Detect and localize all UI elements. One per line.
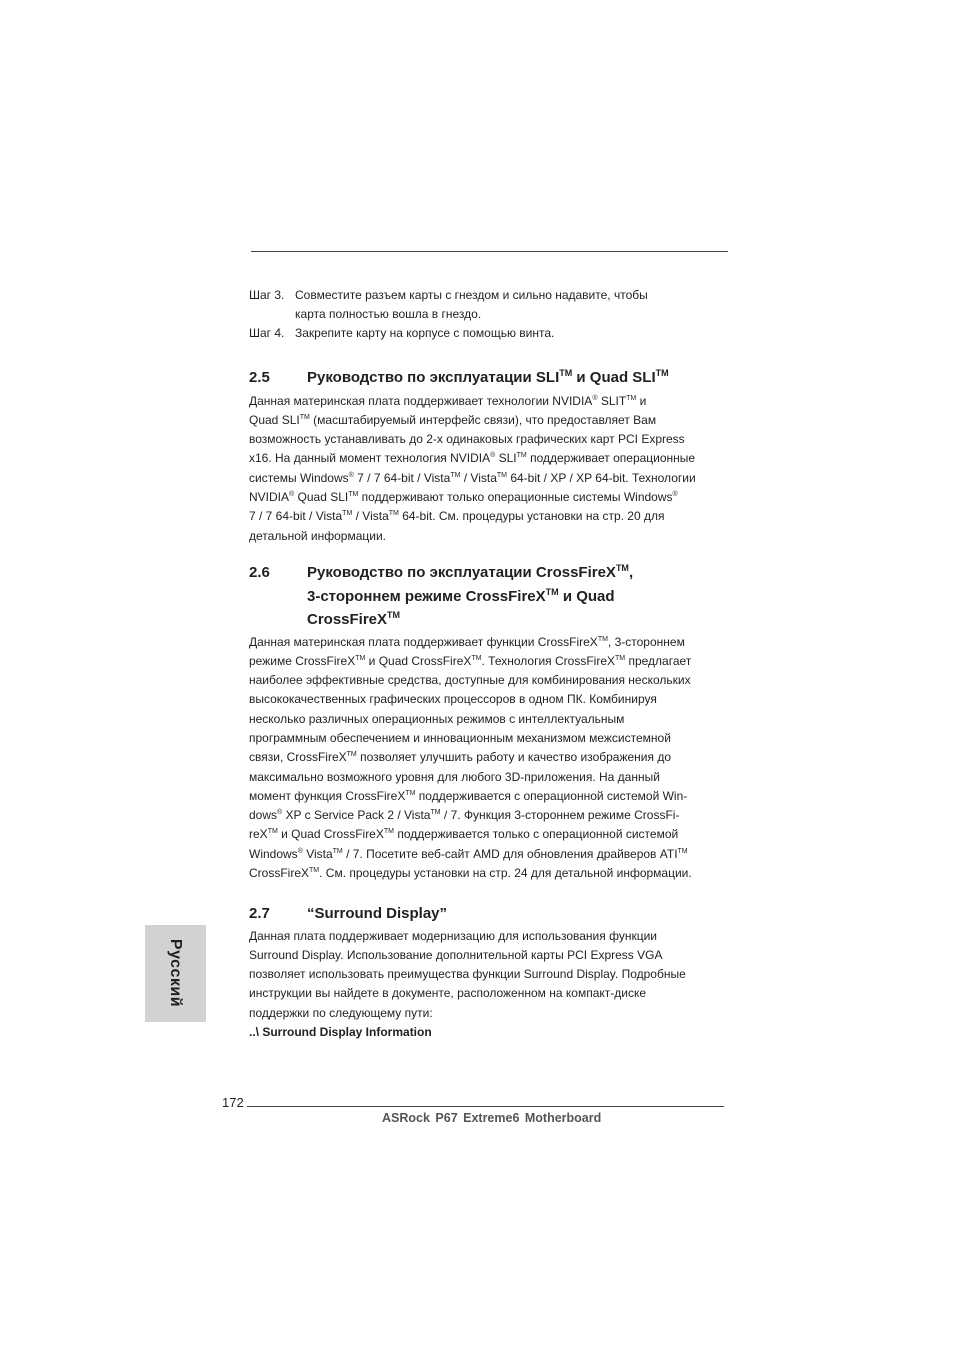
language-side-tab xyxy=(145,925,206,1022)
section-body xyxy=(249,927,731,1023)
tm-mark: TM xyxy=(387,610,401,620)
text: поддерживается только с операционной системой xyxy=(393,827,679,842)
step-text xyxy=(295,324,729,343)
title-part: и Quad xyxy=(558,587,615,605)
text: Данная материнская плата поддерживает технологии NVIDIA xyxy=(249,393,593,408)
text: несколько различных операционных режимов с интеллектуальным xyxy=(249,711,625,726)
text: SLIT xyxy=(597,393,627,408)
text: reX xyxy=(249,827,268,842)
text: Данная материнская плата поддерживает функции CrossFireX xyxy=(249,634,598,649)
text: момент функция CrossFireX xyxy=(249,788,406,803)
reg-mark: ® xyxy=(672,490,678,498)
text: связи, CrossFireX xyxy=(249,750,347,765)
text: поддерживается с операционной системой Win- xyxy=(415,788,688,803)
tm-mark: TM xyxy=(405,789,416,797)
reg-mark: ® xyxy=(289,490,295,498)
text: / Vista xyxy=(352,509,389,524)
step-line: Совместите разъем карты с гнездом и сильно надавите, чтобы xyxy=(295,288,648,302)
tm-mark: TM xyxy=(545,586,559,597)
tm-mark: TM xyxy=(309,867,320,875)
step-line: карта полностью вошла в гнездо. xyxy=(295,307,482,321)
title-part: CrossFireX xyxy=(307,611,388,628)
text: Vista xyxy=(302,846,333,861)
tm-mark: TM xyxy=(615,654,626,662)
tm-mark: TM xyxy=(346,751,357,759)
tm-mark: TM xyxy=(559,368,573,378)
text: Surround Display. Использование дополнительной карты PCI Express VGA xyxy=(249,947,663,962)
tm-mark: TM xyxy=(626,394,637,402)
section-number: 2.6 xyxy=(249,564,270,581)
section-body xyxy=(249,392,731,546)
text: поддержки по следующему пути: xyxy=(249,1005,433,1020)
section-number: 2.7 xyxy=(249,905,270,922)
text: , 3-стороннем xyxy=(607,634,685,649)
text: 64-bit / XP / XP 64-bit. Технологии xyxy=(507,470,696,485)
tm-mark: TM xyxy=(597,635,608,643)
tm-mark: TM xyxy=(430,809,441,817)
section-title: “Surround Display” xyxy=(307,905,448,922)
text: возможность устанавливать до 2-х одинаковых графических карт PCI Express xyxy=(249,432,685,447)
reg-mark: ® xyxy=(348,471,354,479)
text: 7 / 7 64-bit / Vista xyxy=(249,509,343,524)
section-2-7 xyxy=(249,902,731,1042)
text: . Технология CrossFireX xyxy=(481,653,616,668)
text: программным обеспечением и инновационным механизмом межсистемной xyxy=(249,730,671,745)
step-label: Шаг 4. xyxy=(249,326,285,340)
text: Windows xyxy=(249,846,298,861)
bottom-rule xyxy=(247,1106,724,1107)
tm-mark: TM xyxy=(342,510,353,518)
text: Данная плата поддерживает модернизацию для использования функции xyxy=(249,928,657,943)
step-text xyxy=(295,286,729,324)
footer-product-name: ASRock P67 Extreme6 Motherboard xyxy=(382,1111,602,1125)
text: 7 / 7 64-bit / Vista xyxy=(353,470,451,485)
reg-mark: ® xyxy=(490,452,496,460)
section-title xyxy=(307,561,731,632)
tm-mark: TM xyxy=(615,563,629,573)
section-title xyxy=(307,366,731,390)
step-line: Закрепите карту на корпусе с помощью винта. xyxy=(295,326,555,340)
text: наиболее эффективные средства, доступные для комбинирования нескольких xyxy=(249,673,691,688)
tm-mark: TM xyxy=(355,654,366,662)
section-heading xyxy=(249,902,731,926)
text: и xyxy=(636,393,647,408)
tm-mark: TM xyxy=(267,828,278,836)
tm-mark: TM xyxy=(677,847,688,855)
section-2-6 xyxy=(249,561,731,883)
text: детальной информации. xyxy=(249,528,386,543)
language-label: Русский xyxy=(167,938,184,1008)
text: режиме CrossFireX xyxy=(249,653,356,668)
step-label: Шаг 3. xyxy=(249,288,285,302)
tm-mark: TM xyxy=(450,471,461,479)
tm-mark: TM xyxy=(299,413,310,421)
text: SLI xyxy=(495,451,517,466)
title-part: Руководство по эксплуатации SLI xyxy=(307,369,560,386)
text: инструкции вы найдете в документе, расположенном на компакт-диске xyxy=(249,986,647,1001)
tm-mark: TM xyxy=(496,471,507,479)
section-number: 2.5 xyxy=(249,369,270,386)
text: поддерживает операционные xyxy=(526,451,696,466)
text: / 7. Посетите веб-сайт AMD для обновления драйверов ATI xyxy=(342,846,678,861)
title-part: и Quad SLI xyxy=(572,369,656,386)
text: позволяет улучшить работу и качество изображения до xyxy=(356,750,671,765)
text: поддерживают только операционные системы Windows xyxy=(358,489,673,504)
tm-mark: TM xyxy=(332,847,343,855)
title-part: 3-стороннем режиме CrossFireX xyxy=(307,587,546,605)
section-heading xyxy=(249,561,731,632)
title-part: Руководство по эксплуатации CrossFireX xyxy=(307,564,616,581)
reg-mark: ® xyxy=(297,847,303,855)
text: dows xyxy=(249,808,278,823)
step-3 xyxy=(249,286,729,324)
text: максимально возможного уровня для любого 3D-приложения. На данный xyxy=(249,769,660,784)
section-body xyxy=(249,633,731,884)
driver-path: ..\ Surround Display Information xyxy=(249,1024,432,1039)
reg-mark: ® xyxy=(592,394,598,402)
text: Quad SLI xyxy=(249,412,300,427)
text: XP с Service Pack 2 / Vista xyxy=(282,808,431,823)
section-2-5 xyxy=(249,366,731,546)
tm-mark: TM xyxy=(655,368,669,378)
section-heading xyxy=(249,366,731,390)
top-rule xyxy=(251,251,728,252)
text: предлагает xyxy=(625,653,692,668)
tm-mark: TM xyxy=(383,828,394,836)
tm-mark: TM xyxy=(348,490,359,498)
tm-mark: TM xyxy=(471,654,482,662)
step-4 xyxy=(249,324,729,343)
reg-mark: ® xyxy=(277,809,283,817)
page-number: 172 xyxy=(222,1095,244,1110)
title-part: , xyxy=(628,564,634,581)
install-steps xyxy=(249,286,729,343)
tm-mark: TM xyxy=(388,510,399,518)
text: и Quad CrossFireX xyxy=(277,827,384,842)
text: Quad SLI xyxy=(294,489,349,504)
text: (масштабируемый интерфейс связи), что предоставляет Вам xyxy=(309,412,657,427)
text: . См. процедуры установки на стр. 24 для детальной информации. xyxy=(319,866,692,881)
text: CrossFireX xyxy=(249,866,310,881)
text: позволяет использовать преимущества функции Surround Display. Подробные xyxy=(249,967,686,982)
text: системы Windows xyxy=(249,470,349,485)
text: 64-bit. См. процедуры установки на стр. 20 для xyxy=(398,509,665,524)
text: / 7. Функция 3-стороннем режиме CrossFi- xyxy=(440,808,680,823)
tm-mark: TM xyxy=(516,452,527,460)
text: высококачественных графических процессоров в одном ПК. Комбинируя xyxy=(249,692,657,707)
text: и Quad CrossFireX xyxy=(365,653,472,668)
text: / Vista xyxy=(460,470,497,485)
text: NVIDIA xyxy=(249,489,290,504)
text: x16. На данный момент технология NVIDIA xyxy=(249,451,491,466)
